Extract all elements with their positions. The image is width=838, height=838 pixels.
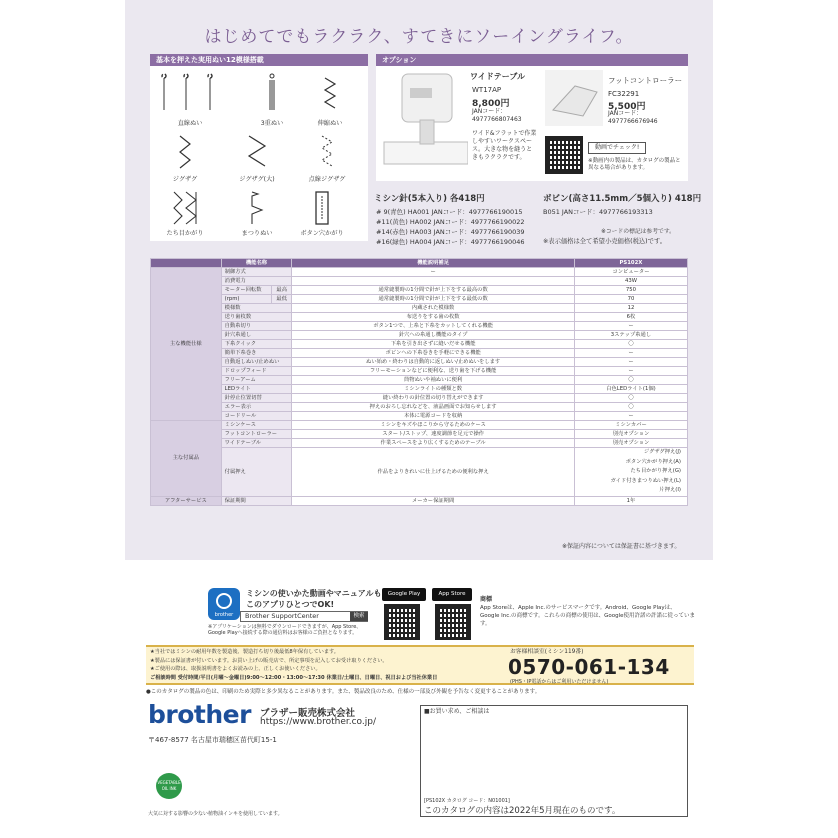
spec-desc: 筒物ぬいや袖ぬいに便利 <box>292 376 575 385</box>
stitch-blind <box>222 188 292 237</box>
spec-feature: フットコントローラー <box>221 430 292 439</box>
spec-feature: 針穴糸通し <box>221 331 292 340</box>
spec-value <box>574 448 687 497</box>
table-row <box>151 421 688 430</box>
spec-header-cell: 機能説明補足 <box>292 259 575 268</box>
safety-line: ご相談時間 受付時間/平日(月曜〜金曜日)9:00〜12:00・13:00〜17:30 休業日/土曜日、日曜日、祝日および当社休業日 <box>150 674 438 681</box>
spec-desc: ぬい始め・終わりは自動的に返しぬい/止めぬいをします <box>292 358 575 367</box>
spec-table <box>150 258 688 506</box>
spec-feature: ドロップフィード <box>221 367 292 376</box>
spec-value: 別売オプション <box>574 439 687 448</box>
stitch-dotted-zigzag <box>292 132 362 183</box>
spec-desc: 針穴への糸通し機能のタイプ <box>292 331 575 340</box>
spec-desc: メーカー保証期間 <box>292 496 575 505</box>
table-row <box>151 286 688 295</box>
foot-controller-name: フットコントローラー <box>608 76 683 85</box>
stitch-label: 伸縮ぬい <box>317 120 343 127</box>
wide-table-price: 8,800円 <box>472 99 510 109</box>
spec-desc: ミシンライトの種類と数 <box>292 385 575 394</box>
spec-feature: 簡単下糸巻き <box>221 349 292 358</box>
spec-feature: ミシンケース <box>221 421 292 430</box>
spec-value: ー <box>574 412 687 421</box>
needle-row-1: # 9(青色) HA001 JANコード：4977766190015 <box>376 208 523 216</box>
spec-feature: 送り歯枚数 <box>221 313 292 322</box>
ink-logo-line-1: VEGETABLE <box>157 780 181 785</box>
spec-value: 12 <box>574 304 687 313</box>
app-note: ※アプリケーションは無料でダウンロードできますが、App Store、Google Playへ接続する際の通信料はお客様のご負担となります。 <box>208 624 362 636</box>
app-search-box[interactable] <box>240 611 368 622</box>
spec-desc: 作品をよりきれいに仕上げるための便利な押え <box>292 448 575 497</box>
stitch-zigzag <box>150 132 220 183</box>
spec-value: 6枚 <box>574 313 687 322</box>
video-note: ※動画内の製品は、カタログの製品と異なる場合があります。 <box>588 158 681 171</box>
warranty-note: ※保証内容については保証書に基づきます。 <box>562 543 681 550</box>
wide-table-name: ワイドテーブル <box>470 72 526 81</box>
support-app-icon[interactable] <box>208 588 240 620</box>
headline: はじめてでもラクラク、すてきにソーイングライフ。 <box>204 27 634 47</box>
phone-number: 0570-061-134 <box>508 655 670 679</box>
bobbin-note-1: ※コードの標記は参考です。 <box>601 229 675 235</box>
disclaimer: ●このカタログの製品の色は、印刷のため実際と多少異なることがあります。また、製品改良のため、仕様の一部及び外観を予告なく変更することがあります。 <box>146 689 541 695</box>
spec-feature: 保証期間 <box>221 496 292 505</box>
spec-desc <box>292 277 575 286</box>
spec-value: 3ステップ糸通し <box>574 331 687 340</box>
spec-feature: 下糸クイック <box>221 340 292 349</box>
stitch-stretch <box>295 72 365 127</box>
catalog-date: このカタログの内容は2022年5月現在のものです。 <box>424 806 621 816</box>
stitch-title: 基本を押えた実用ぬい12模様搭載 <box>150 54 368 66</box>
stitch-zigzag-large <box>222 132 292 183</box>
foot-controller-jan-label: JANコード： <box>608 110 643 117</box>
table-row <box>151 358 688 367</box>
stitch-label: 3重ぬい <box>260 120 284 127</box>
spec-value: コンピューター <box>574 268 687 277</box>
bobbin-note-2: ※表示価格は全て希望小売価格(税込)です。 <box>543 238 667 245</box>
spec-category: 主な機能仕様 <box>151 268 222 421</box>
wide-table-desc: ワイド&フラットで作業しやすいワークスペース。大きな物を縫うときもラクラクです。 <box>472 130 537 161</box>
spec-feature: 自動糸切り <box>221 322 292 331</box>
table-row <box>151 496 688 505</box>
presser-foot-item: ジグザグ押え(J) <box>643 449 681 455</box>
needle-row-3: #14(赤色) HA003 JANコード：4977766190039 <box>376 228 525 236</box>
table-row <box>151 403 688 412</box>
spec-feature: ワイドテーブル <box>221 439 292 448</box>
vegetable-ink-logo <box>150 772 188 800</box>
stitch-label: 直線ぬい <box>177 120 203 127</box>
spec-value: 1年 <box>574 496 687 505</box>
spec-desc: 縫い終わりの針位置の切り替えができます <box>292 394 575 403</box>
presser-foot-item: ガイド付きまつりぬい押え(L) <box>610 477 681 484</box>
wide-table-code: WT17AP <box>472 86 502 94</box>
spec-desc: 下糸を引き出さずに縫いだせる機能 <box>292 340 575 349</box>
spec-value: 〇 <box>574 403 687 412</box>
video-qr-code[interactable] <box>545 136 583 174</box>
ink-note: 大気に対する影響の少ない植物油インキを使用しています。 <box>148 811 283 817</box>
stitch-label: ジグザグ <box>172 176 198 183</box>
brother-logo: brother <box>148 700 251 729</box>
foot-controller-image <box>545 70 603 126</box>
phone-note: (PHS・IP電話からはご利用いただけません) <box>510 679 609 685</box>
wide-table-jan: 4977766807463 <box>472 116 522 123</box>
company-url[interactable]: https://www.brother.co.jp/ <box>260 717 377 727</box>
presser-foot-item: 片押え(I) <box>659 487 681 493</box>
company-address: 〒467-8577 名古屋市瑞穂区苗代町15-1 <box>148 736 277 744</box>
spec-feature: (rpm) <box>221 295 271 304</box>
catalog-code: [PS102X カタログ コード：N01001] <box>424 798 510 804</box>
spec-feature: 付属押え <box>221 448 292 497</box>
spec-desc: スタート/ストップ、速度調節を足元で操作 <box>292 430 575 439</box>
stitch-straight <box>150 72 230 127</box>
spec-value: 750 <box>574 286 687 295</box>
stitch-label: たち目かがり <box>166 230 204 237</box>
spec-category: アフターサービス <box>151 496 222 505</box>
spec-header-cell <box>151 259 222 268</box>
table-row <box>151 340 688 349</box>
google-play-qr-code[interactable] <box>384 604 420 640</box>
google-play-badge[interactable]: Google Play <box>382 588 426 601</box>
bobbin-row: B051 JANコード：4977766193313 <box>543 208 653 216</box>
table-row <box>151 376 688 385</box>
needle-row-2: #11(黄色) HA002 JANコード：4977766190022 <box>376 218 525 226</box>
spec-value: ミシンカバー <box>574 421 687 430</box>
spec-value: ー <box>574 358 687 367</box>
video-check-label: 動画でチェック! <box>588 142 646 154</box>
spec-desc: ミシンをキズやほこりから守るためのケース <box>292 421 575 430</box>
table-row <box>151 367 688 376</box>
overcast-icon <box>150 188 220 228</box>
buttonhole-icon <box>287 188 357 228</box>
bobbin-title: ボビン(高さ11.5mm／5個入り) 418円 <box>543 194 702 204</box>
spec-desc: 通常縫製時の1分間で針が上下をする最高の数 <box>292 286 575 295</box>
spec-feature: LEDライト <box>221 385 292 394</box>
table-row <box>151 322 688 331</box>
spec-subfeature: 最低 <box>272 295 292 304</box>
safety-line: ★当社ではミシンの耐用年数を製造後、製造打ち切り後最低8年保有しています。 <box>150 649 339 655</box>
app-icon-logo: brother <box>214 612 234 618</box>
table-row <box>151 277 688 286</box>
spec-value: ー <box>574 349 687 358</box>
spec-feature: コードリール <box>221 412 292 421</box>
zigzag-large-icon <box>222 132 292 174</box>
spec-header-row <box>151 259 688 268</box>
trademark-text: App Storeは、Apple Inc.のサービスマークです。Android、Google Playは、Google Inc.の商標です。これらの商標の使用は、Google使用許諾の許諾に従っています。 <box>480 605 695 627</box>
table-row <box>151 385 688 394</box>
phone-label: お客様相談室(ミシン119番) <box>510 649 584 655</box>
spec-subfeature: 最高 <box>272 286 292 295</box>
presser-foot-item: ボタン穴かがり押え(A) <box>625 458 681 465</box>
spec-desc: フリーモーションなどに便利な、送り歯を下げる機能 <box>292 367 575 376</box>
stitch-label: 点線ジグザグ <box>308 176 346 183</box>
spec-desc: 作業スペースをより広くするためのテーブル <box>292 439 575 448</box>
spec-value: 〇 <box>574 376 687 385</box>
dotted-zigzag-icon <box>292 132 362 174</box>
safety-text <box>150 648 505 682</box>
table-row <box>151 268 688 277</box>
table-row <box>151 295 688 304</box>
needle-row-4: #16(緑色) HA004 JANコード：4977766190046 <box>376 238 525 246</box>
spec-category: 主な付属品 <box>151 421 222 497</box>
app-search-text: Brother SupportCenter <box>245 612 319 620</box>
company-name: ブラザー販売株式会社 <box>260 708 356 719</box>
spec-value: 白色LEDライト(1個) <box>574 385 687 394</box>
stitch-label: まつりぬい <box>241 230 273 237</box>
app-line-1: ミシンの使いかた動画やマニュアルも <box>246 589 382 598</box>
app-store-badge[interactable]: App Store <box>432 588 472 601</box>
stitch-label: ジグザグ(大) <box>239 176 275 183</box>
spec-desc: 内蔵された模様数 <box>292 304 575 313</box>
stitch-buttonhole <box>287 188 357 237</box>
sewing-machine-table-image <box>380 70 468 178</box>
spec-desc: 本体に電源コードを収納 <box>292 412 575 421</box>
spec-feature: 制御方式 <box>221 268 292 277</box>
ink-logo-line-2: OIL INK <box>161 786 177 791</box>
spec-desc: ボビンへの下糸巻きを手軽にできる機能 <box>292 349 575 358</box>
spec-value: 〇 <box>574 394 687 403</box>
spec-feature: エラー表示 <box>221 403 292 412</box>
table-row <box>151 394 688 403</box>
spec-desc: ボタン1つで、上糸と下糸をカットしてくれる機能 <box>292 322 575 331</box>
spec-feature: フリーアーム <box>221 376 292 385</box>
spec-value: 70 <box>574 295 687 304</box>
spec-desc: 押えのおろし忘れなどを、液晶画面でお知らせします <box>292 403 575 412</box>
spec-desc: 布送りをする歯の枚数 <box>292 313 575 322</box>
trademark-title: 商標 <box>480 596 493 603</box>
spec-header-cell: 機能名称 <box>221 259 292 268</box>
spec-feature: 模様数 <box>221 304 292 313</box>
spec-feature: 消費電力 <box>221 277 292 286</box>
spec-feature: モーター回転数 <box>221 286 271 295</box>
app-line-2: このアプリひとつでOK! <box>246 600 335 609</box>
stitch-label: ボタン穴かがり <box>300 230 344 237</box>
straight-stitch-icon <box>150 72 230 118</box>
table-row <box>151 448 688 497</box>
presser-foot-item: たち目かがり押え(G) <box>630 468 681 474</box>
safety-line: ★ご使用の際は、取扱説明書をよくお読みの上、正しくお使いください。 <box>150 666 321 672</box>
options-title: オプション <box>376 54 688 66</box>
app-search-button[interactable]: 検索 <box>350 612 368 621</box>
stretch-stitch-icon <box>295 72 365 118</box>
table-row <box>151 430 688 439</box>
foot-controller-code: FC32291 <box>608 90 640 98</box>
spec-desc: 通常縫製時の1分間で針が上下をする最低の数 <box>292 295 575 304</box>
blind-stitch-icon <box>222 188 292 228</box>
wide-table-jan-label: JANコード： <box>472 108 507 115</box>
table-row <box>151 304 688 313</box>
table-row <box>151 439 688 448</box>
spec-header-cell: PS102X <box>574 259 687 268</box>
spec-feature: 針停止位置切替 <box>221 394 292 403</box>
spec-value: 〇 <box>574 340 687 349</box>
spec-value: 43W <box>574 277 687 286</box>
spec-value: ー <box>574 367 687 376</box>
foot-controller-jan: 4977766676946 <box>608 118 658 125</box>
spec-feature: 自動返しぬい/止めぬい <box>221 358 292 367</box>
stitch-overcast <box>150 188 220 237</box>
table-row <box>151 313 688 322</box>
spec-desc: ー <box>292 268 575 277</box>
contact-title: ■お買い求め、ご相談は <box>424 708 490 715</box>
zigzag-icon <box>150 132 220 174</box>
spec-value: ー <box>574 322 687 331</box>
needle-title: ミシン針(5本入り) 各418円 <box>374 194 485 204</box>
app-store-qr-code[interactable] <box>435 604 471 640</box>
spec-value: 別売オプション <box>574 430 687 439</box>
table-row <box>151 349 688 358</box>
foot-controller-price: 5,500円 <box>608 102 646 112</box>
table-row <box>151 412 688 421</box>
safety-line: ★製品には保証書が付いています。お買い上げの販売店で、所定事項を記入してお受け取りください。 <box>150 657 388 664</box>
table-row <box>151 331 688 340</box>
